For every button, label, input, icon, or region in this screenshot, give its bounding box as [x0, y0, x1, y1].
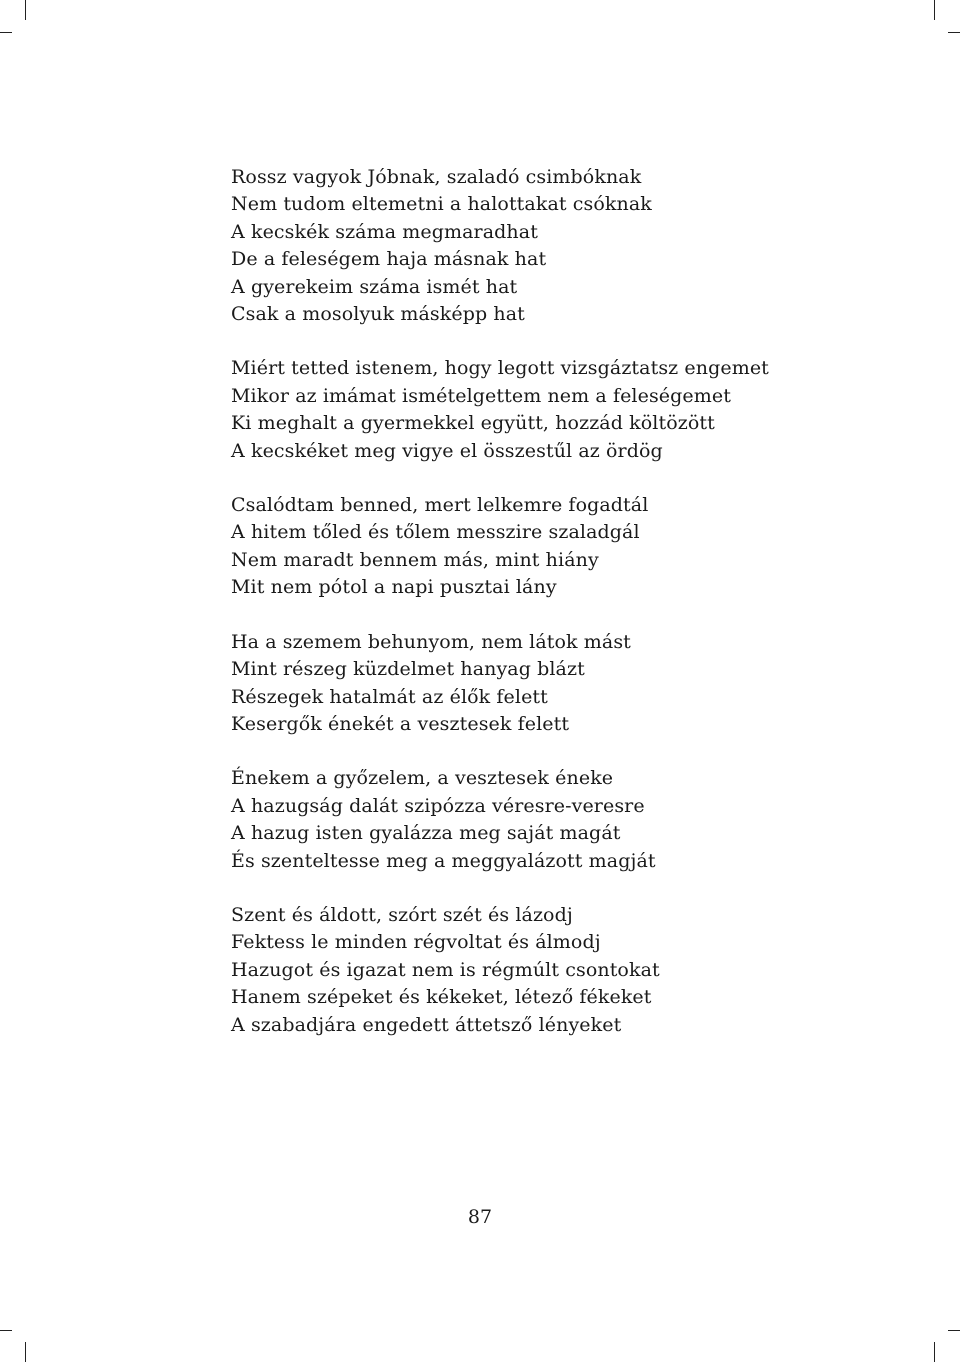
poem-line: A kecskéket meg vigye el összestűl az ördög [231, 439, 663, 462]
crop-mark-bottom-left-vertical [25, 1342, 26, 1362]
crop-mark-bottom-right-horizontal [948, 1330, 960, 1331]
stanza-5 [231, 765, 871, 875]
poem-line: A hazugság dalát szipózza véresre-veresre [231, 794, 645, 817]
crop-mark-bottom-left-horizontal [0, 1330, 12, 1331]
poem-line: Mikor az imámat ismételgettem nem a feleségemet [231, 384, 731, 407]
poem-line: Mint részeg küzdelmet hanyag blázt [231, 658, 585, 681]
crop-mark-top-left-horizontal [0, 32, 12, 33]
stanza-4 [231, 629, 871, 739]
poem-line: A szabadjára engedett áttetsző lényeket [231, 1013, 622, 1036]
stanza-2 [231, 355, 871, 465]
poem-line: És szenteltesse meg a meggyalázott magját [231, 849, 656, 872]
stanza-3 [231, 492, 871, 602]
page-number: 87 [467, 1206, 493, 1228]
poem-line: Miért tetted istenem, hogy legott vizsgáztatsz engemet [231, 357, 769, 380]
poem-line: A kecskék száma megmaradhat [231, 220, 538, 243]
poem-line: Csak a mosolyuk másképp hat [231, 303, 525, 326]
poem-line: Énekem a győzelem, a vesztesek éneke [231, 767, 614, 790]
poem-line: Mit nem pótol a napi pusztai lány [231, 576, 557, 599]
crop-mark-top-right-horizontal [948, 32, 960, 33]
poem-line: Nem tudom eltemetni a halottakat csóknak [231, 193, 652, 216]
poem-line: Nem maradt bennem más, mint hiány [231, 548, 599, 571]
poem-line: Szent és áldott, szórt szét és lázodj [231, 903, 573, 926]
poem-line: Részegek hatalmát az élők felett [231, 685, 548, 708]
poem-line: Ki meghalt a gyermekkel együtt, hozzád költözött [231, 412, 715, 435]
poem-line: Ha a szemem behunyom, nem látok mást [231, 630, 631, 653]
poem-line: A hitem tőled és tőlem messzire szaladgál [231, 521, 640, 544]
crop-mark-top-right-vertical [934, 0, 935, 20]
stanza-1 [231, 164, 871, 328]
poem-line: Rossz vagyok Jóbnak, szaladó csimbóknak [231, 166, 642, 188]
poem-line: Hanem szépeket és kékeket, létező fékeket [231, 986, 652, 1009]
poem-line: A gyerekeim száma ismét hat [231, 275, 518, 298]
crop-mark-top-left-vertical [25, 0, 26, 20]
poem-line: Hazugot és igazat nem is régmúlt csontokat [231, 958, 660, 981]
poem-line: A hazug isten gyalázza meg saját magát [231, 822, 621, 845]
poem-line: De a feleségem haja másnak hat [231, 248, 547, 271]
poem-line: Csalódtam benned, mert lelkemre fogadtál [231, 494, 649, 517]
poem-line: Fektess le minden régvoltat és álmodj [231, 931, 601, 954]
crop-mark-bottom-right-vertical [934, 1342, 935, 1362]
poem [231, 164, 871, 1066]
poem-line: Kesergők énekét a vesztesek felett [231, 712, 570, 735]
stanza-6 [231, 902, 871, 1039]
